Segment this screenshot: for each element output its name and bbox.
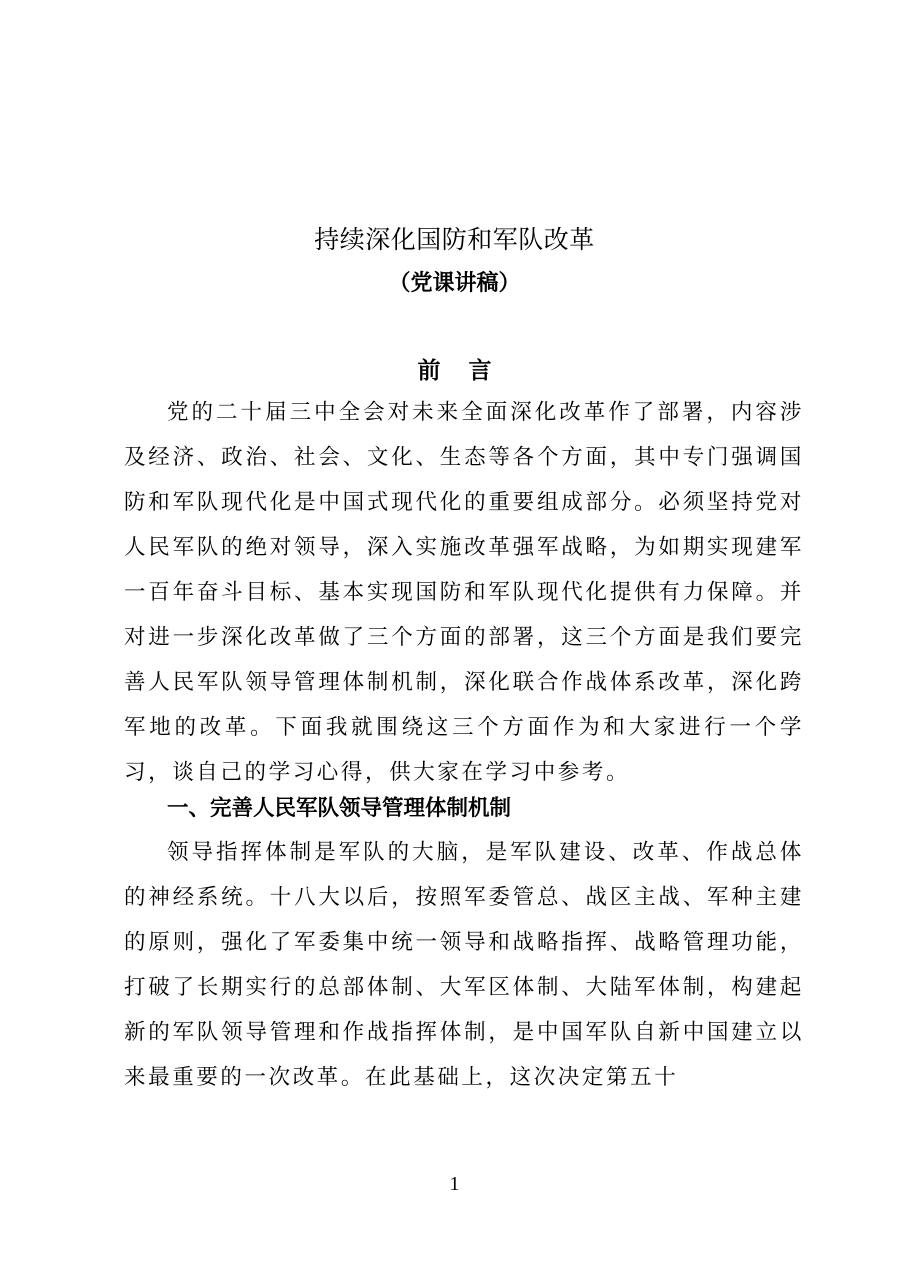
preface-paragraph: 党的二十届三中全会对未来全面深化改革作了部署，内容涉及经济、政治、社会、文化、生态等各个方面，其中专门强调国防和军队现代化是中国式现代化的重要组成部分。必须坚持党对人民军队的绝对领导，深入实施改革强军战略，为如期实现建军一百年奋斗目标、基本实现国防和军队现代化提供有力保障。并对进一步深化改革做了三个方面的部署，这三个方面是我们要完善人民军队领导管理体制机制，深化联合作战体系改革，深化跨军地的改革。下面我就围绕这三个方面作为和大家进行一个学习，谈自己的学习心得，供大家在学习中参考。 (124, 400, 804, 785)
section-1-heading: 一、完善人民军队领导管理体制机制 (167, 796, 512, 821)
page-number: 1 (449, 1173, 460, 1195)
section-1-paragraph: 领导指挥体制是军队的大脑，是军队建设、改革、作战总体的神经系统。十八大以后，按照军委管总、战区主战、军种主建的原则，强化了军委集中统一领导和战略指挥、战略管理功能，打破了长期实行的总部体制、大军区体制、大陆军体制，构建起新的军队领导管理和作战指挥体制，是中国军队自新中国建立以来最重要的一次改革。在此基础上，这次决定第五十 (124, 840, 804, 1090)
document-subtitle: （党课讲稿） (388, 271, 521, 296)
document-title: 持续深化国防和军队改革 (314, 225, 595, 254)
preface-heading: 前言 (417, 358, 520, 384)
